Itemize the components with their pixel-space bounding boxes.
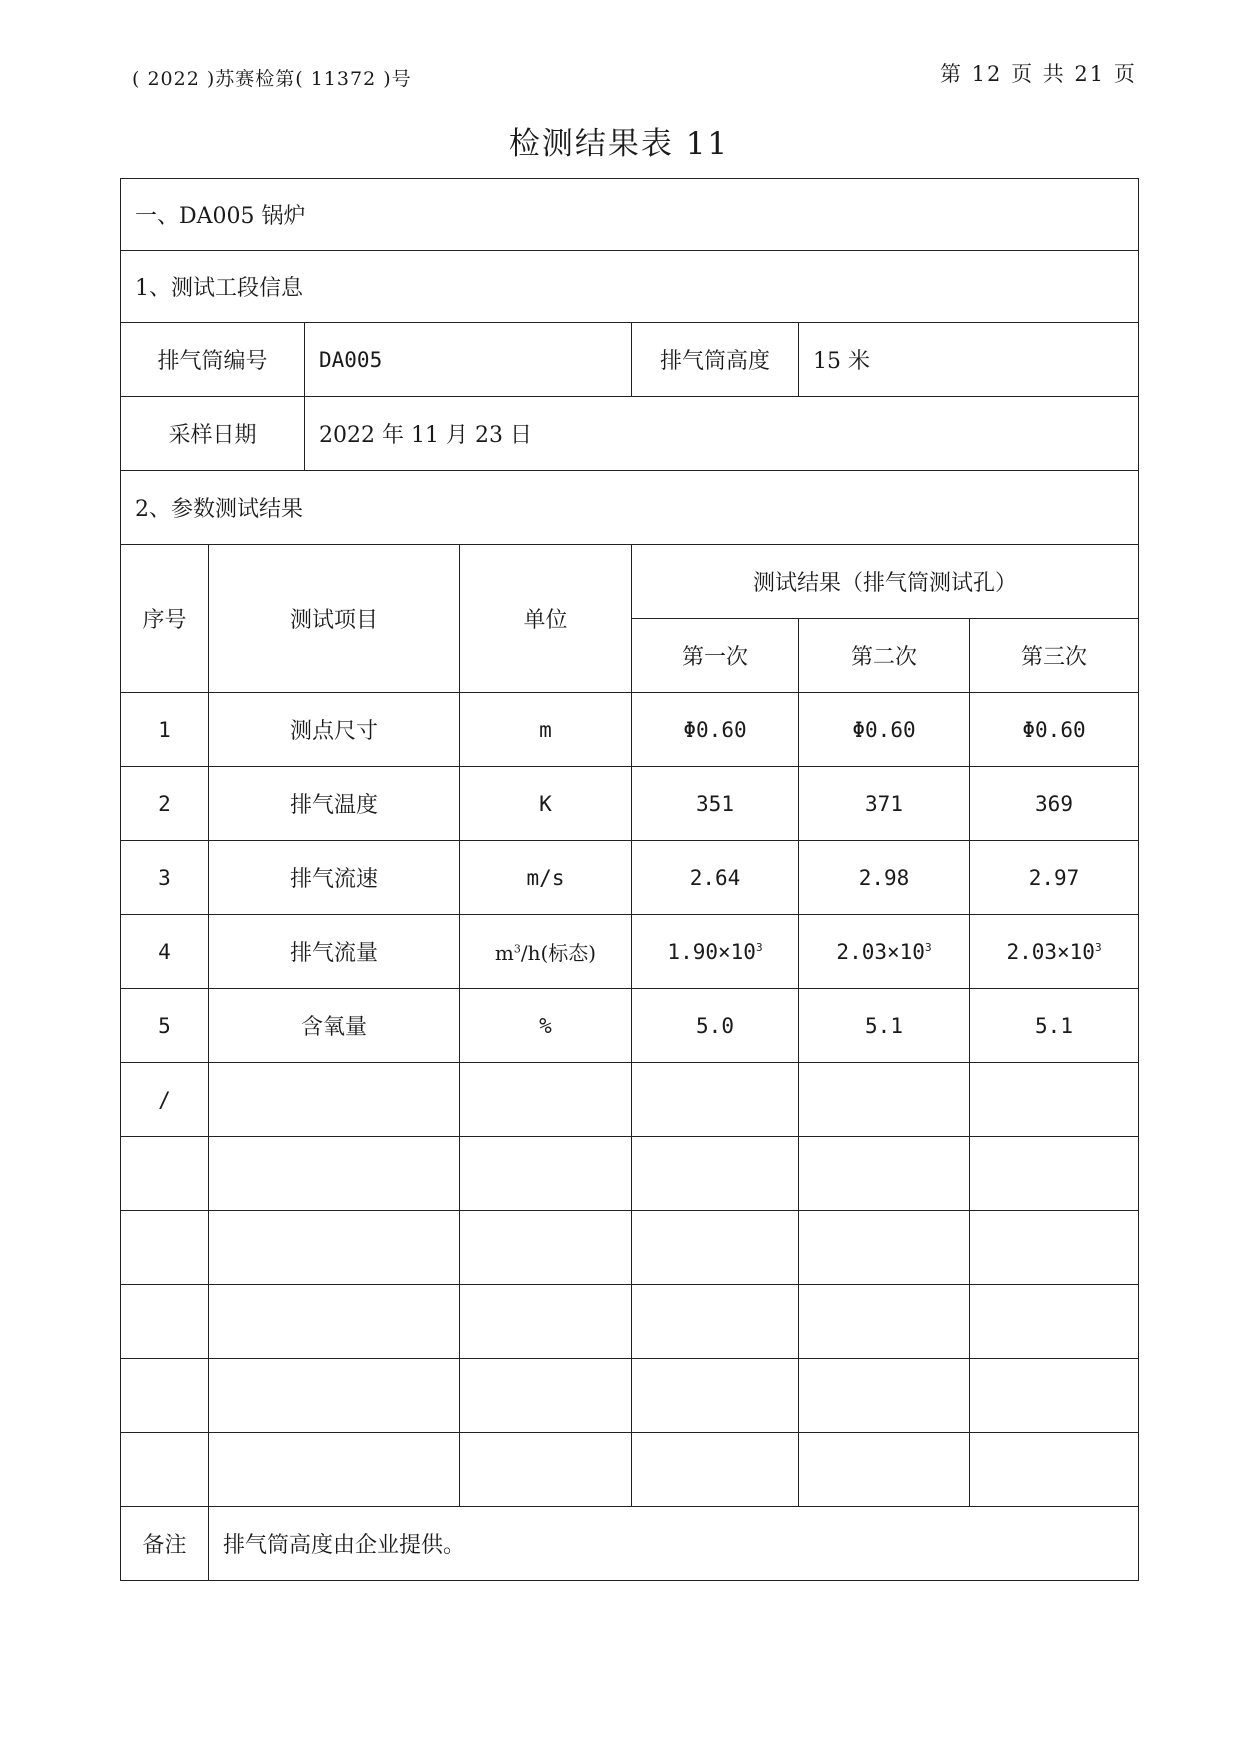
unit-rest: /h(标态) (520, 941, 597, 965)
row-seq: 3 (121, 841, 209, 915)
empty-cell (970, 1137, 1139, 1211)
row-unit (460, 1063, 632, 1137)
row-seq: 4 (121, 915, 209, 989)
table-row (121, 915, 1139, 989)
table-row (121, 841, 1139, 915)
empty-cell (970, 1211, 1139, 1285)
empty-row (121, 1359, 1139, 1433)
row-result-1: 2.64 (632, 841, 799, 915)
result-mantissa: 2.03×10 (1006, 939, 1095, 964)
col-seq: 序号 (121, 545, 209, 693)
empty-cell (799, 1433, 970, 1507)
empty-cell (121, 1285, 209, 1359)
row-result-1: 351 (632, 767, 799, 841)
stack-height-value: 15 米 (799, 323, 1139, 397)
row-result-3 (970, 915, 1139, 989)
empty-cell (209, 1359, 460, 1433)
remark-label: 备注 (121, 1507, 209, 1581)
empty-cell (209, 1137, 460, 1211)
row-result-1 (632, 915, 799, 989)
table-row (121, 1063, 1139, 1137)
empty-cell (970, 1433, 1139, 1507)
header-row-1 (121, 545, 1139, 619)
empty-cell (209, 1211, 460, 1285)
empty-cell (632, 1137, 799, 1211)
unit-base: m (494, 941, 514, 965)
col-third: 第三次 (970, 619, 1139, 693)
row-result-3: Φ0.60 (970, 693, 1139, 767)
table-row (121, 989, 1139, 1063)
row-unit: % (460, 989, 632, 1063)
row-item (209, 1063, 460, 1137)
col-unit: 单位 (460, 545, 632, 693)
row-item: 排气温度 (209, 767, 460, 841)
row-result-1 (632, 1063, 799, 1137)
result-exponent: 3 (1094, 940, 1102, 954)
remark-text: 排气筒高度由企业提供。 (209, 1507, 1139, 1581)
empty-cell (121, 1433, 209, 1507)
empty-cell (799, 1285, 970, 1359)
row-result-3: 2.97 (970, 841, 1139, 915)
row-item: 测点尺寸 (209, 693, 460, 767)
empty-cell (632, 1433, 799, 1507)
empty-row (121, 1137, 1139, 1211)
empty-cell (632, 1211, 799, 1285)
empty-cell (970, 1359, 1139, 1433)
empty-cell (121, 1211, 209, 1285)
col-second: 第二次 (799, 619, 970, 693)
row-seq: 5 (121, 989, 209, 1063)
row-seq: / (121, 1063, 209, 1137)
result-exponent: 3 (924, 940, 932, 954)
col-result-group: 测试结果（排气筒测试孔） (632, 545, 1139, 619)
row-seq: 2 (121, 767, 209, 841)
result-mantissa: 2.03×10 (836, 939, 925, 964)
section2-title: 2、参数测试结果 (121, 471, 1139, 545)
row-seq: 1 (121, 693, 209, 767)
empty-cell (970, 1285, 1139, 1359)
row-item: 排气流速 (209, 841, 460, 915)
sampling-date-value: 2022 年 11 月 23 日 (305, 397, 1139, 471)
empty-cell (460, 1211, 632, 1285)
results-table-wrapper (120, 178, 1138, 1581)
empty-cell (460, 1359, 632, 1433)
stack-info-row (121, 323, 1139, 397)
empty-cell (121, 1137, 209, 1211)
sampling-date-row (121, 397, 1139, 471)
page-title: 检测结果表 11 (508, 126, 730, 162)
empty-cell (121, 1359, 209, 1433)
row-unit: m (460, 693, 632, 767)
row-item: 排气流量 (209, 915, 460, 989)
row-item: 含氧量 (209, 989, 460, 1063)
row-unit (460, 915, 632, 989)
empty-cell (632, 1285, 799, 1359)
empty-cell (632, 1359, 799, 1433)
row-unit: m/s (460, 841, 632, 915)
col-first: 第一次 (632, 619, 799, 693)
result-exponent: 3 (755, 940, 763, 954)
table-row (121, 693, 1139, 767)
table-row (121, 767, 1139, 841)
page-info: 第 12 页 共 21 页 (940, 62, 1137, 86)
sampling-date-label: 采样日期 (121, 397, 305, 471)
empty-cell (799, 1211, 970, 1285)
stack-height-label: 排气筒高度 (632, 323, 799, 397)
row-result-1: 5.0 (632, 989, 799, 1063)
row-result-1: Φ0.60 (632, 693, 799, 767)
empty-cell (209, 1285, 460, 1359)
section2-row (121, 471, 1139, 545)
empty-cell (460, 1137, 632, 1211)
row-result-2 (799, 1063, 970, 1137)
empty-cell (460, 1433, 632, 1507)
subsection-title: 1、测试工段信息 (121, 251, 1139, 323)
empty-cell (209, 1433, 460, 1507)
empty-row (121, 1285, 1139, 1359)
empty-cell (460, 1285, 632, 1359)
section-title: 一、DA005 锅炉 (121, 179, 1139, 251)
result-mantissa: 1.90×10 (667, 939, 756, 964)
subsection-row (121, 251, 1139, 323)
section-row (121, 179, 1139, 251)
row-result-3 (970, 1063, 1139, 1137)
remark-row (121, 1507, 1139, 1581)
row-result-2: Φ0.60 (799, 693, 970, 767)
row-unit: K (460, 767, 632, 841)
stack-no-label: 排气筒编号 (121, 323, 305, 397)
row-result-2: 2.98 (799, 841, 970, 915)
row-result-2 (799, 915, 970, 989)
row-result-3: 5.1 (970, 989, 1139, 1063)
report-number: ( 2022 )苏赛检第( 11372 )号 (132, 68, 412, 90)
empty-cell (799, 1137, 970, 1211)
empty-cell (799, 1359, 970, 1433)
unit-exponent: 3 (513, 942, 521, 956)
empty-row (121, 1211, 1139, 1285)
results-table (120, 178, 1139, 1581)
stack-no-value: DA005 (305, 323, 632, 397)
row-result-2: 5.1 (799, 989, 970, 1063)
row-result-2: 371 (799, 767, 970, 841)
empty-row (121, 1433, 1139, 1507)
row-result-3: 369 (970, 767, 1139, 841)
col-item: 测试项目 (209, 545, 460, 693)
